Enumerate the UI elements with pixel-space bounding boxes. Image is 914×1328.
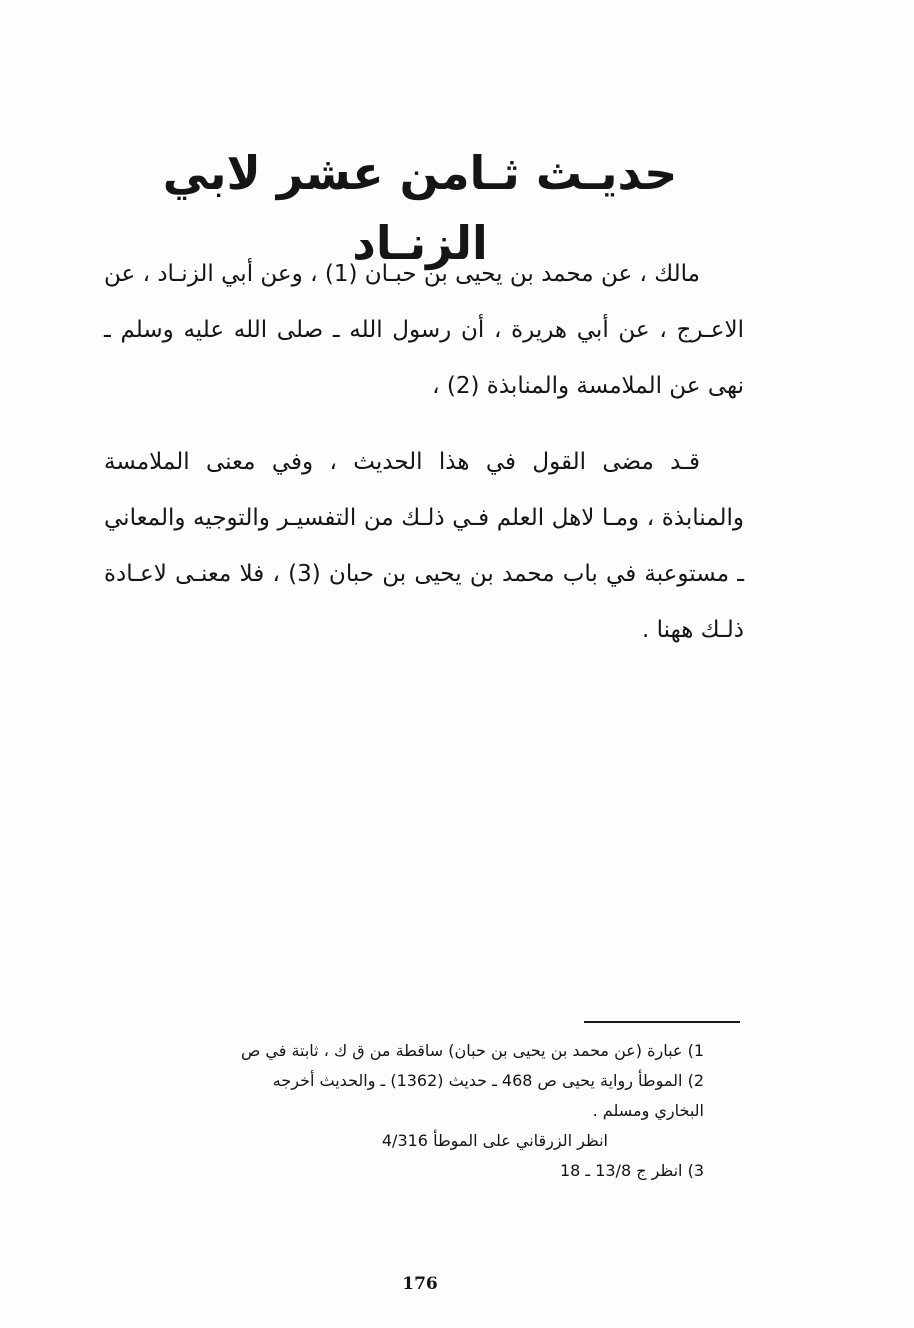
paragraph-text: قـد مضى القول في هذا الحديث ، وفي معنى الملامسة والمنابذة ، ومـا لاهل العلم فـي ذلـك من التفسيـر والتوجيه والمعاني ـ مستوعبة في باب محمد بن يحيى بن حبان (3) ، فلا معنـى لاعـادة ذلـك ههنا .: [104, 449, 744, 643]
footnote-3: 3) انظر ج 13/8 ـ 18: [559, 1161, 704, 1180]
footnote-2-continuation: البخاري ومسلم .: [592, 1101, 704, 1120]
page-title: حديـث ثـامن عشر لابي الزنـاد: [162, 146, 678, 270]
footnote-2: 2) الموطأ رواية يحيى ص 468 ـ حديث (1362) ـ والحديث أخرجه: [272, 1071, 704, 1090]
paragraph-text: مالك ، عن محمد بن يحيى بن حبـان (1) ، وعن أبي الزنـاد ، عن الاعـرج ، عن أبي هريرة ، أن رسول الله ـ صلى الله عليه وسلم ـ نهى عن الملامسة والمنابذة (2) ،: [104, 261, 744, 399]
body-paragraph-1: [104, 246, 744, 414]
footnote-1: 1) عبارة (عن محمد بن يحيى بن حبان) ساقطة من ق ك ، ثابتة في ص: [240, 1041, 704, 1060]
body-paragraph-2: [104, 434, 744, 658]
footnotes: [104, 1036, 704, 1186]
page-number: 176: [402, 1274, 438, 1294]
footnote-2-reference: انظر الزرقاني على الموطأ 4/316: [381, 1131, 608, 1150]
footnote-divider: [584, 1021, 740, 1023]
